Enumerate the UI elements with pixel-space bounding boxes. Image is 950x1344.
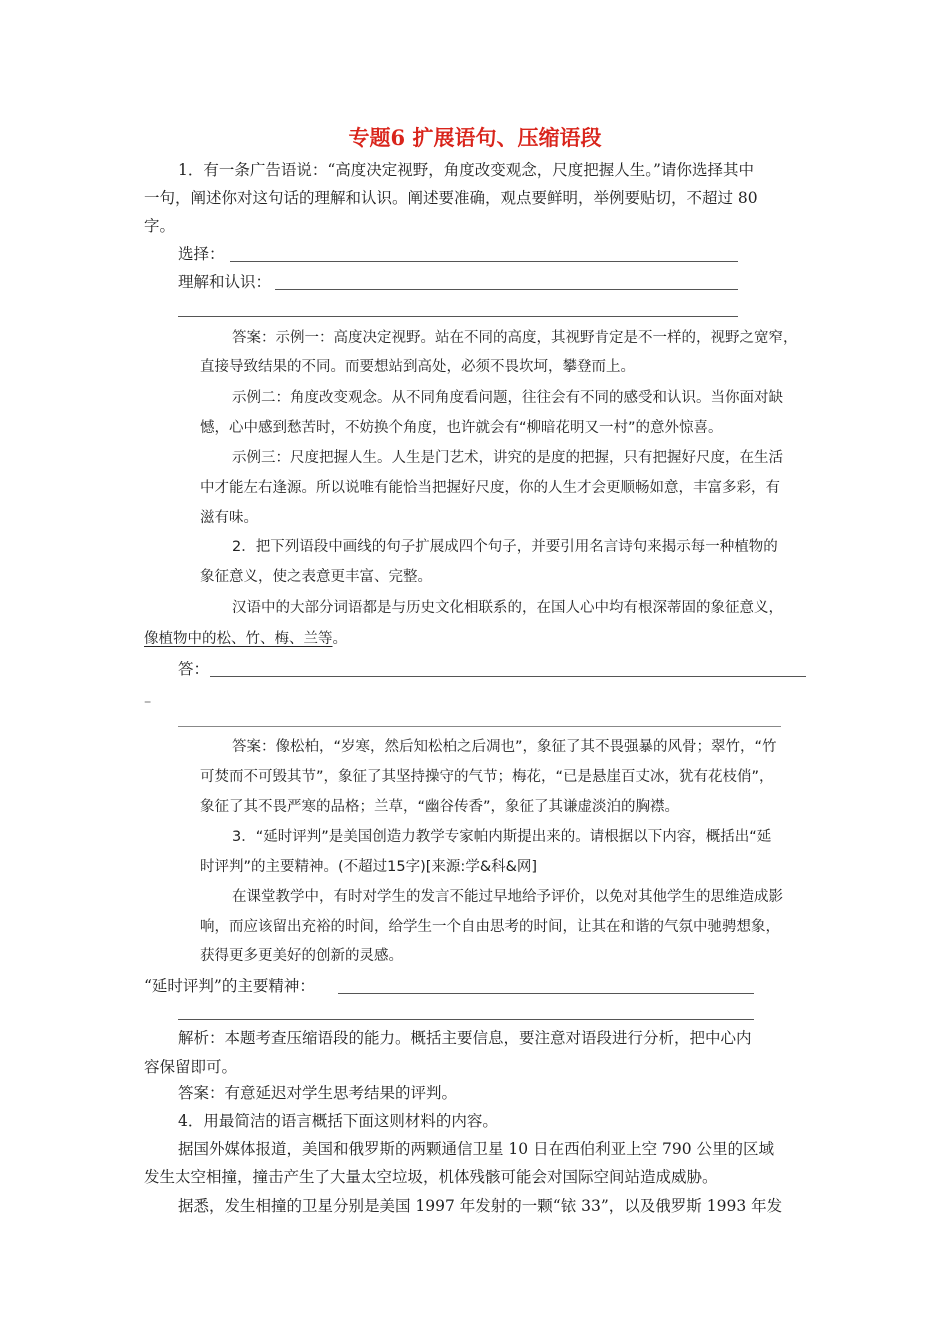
q3-line-1: 3．“延时评判”是美国创造力教学专家帕内斯提出来的。请根据以下内容，概括出“延 <box>232 829 772 845</box>
q1-answer-example-2-line-2: 憾，心中感到愁苦时，不妨换个角度，也许就会有“柳暗花明又一村”的意外惊喜。 <box>200 420 723 436</box>
q1-answer-example-2-line-1: 示例二：角度改变观念。从不同角度看问题，往往会有不同的感受和认识。当你面对缺 <box>232 390 783 406</box>
q3-answer: 答案：有意延迟对学生思考结果的评判。 <box>178 1084 458 1102</box>
q4-paragraph-1-line-1: 据国外媒体报道，美国和俄罗斯的两颗通信卫星 10 日在西伯利亚上空 790 公里的区域 <box>178 1140 775 1158</box>
q1-answer-example-1-line-1: 答案：示例一：高度决定视野。站在不同的高度，其视野肯定是不一样的，视野之宽窄， <box>232 330 798 346</box>
understand-label: 理解和认识： <box>178 273 272 291</box>
understand-answer-line-2[interactable] <box>178 316 738 317</box>
q2-paragraph-line-2 <box>144 629 347 649</box>
q2-answer-label: 答： <box>178 660 210 678</box>
q1-answer-example-1-line-2: 直接导致结果的不同。而要想站到高处，必须不畏坎坷，攀登而上。 <box>200 359 635 375</box>
q2-answer-line-1-text: 答案：像松柏，“岁寒，然后知松柏之后凋也”，象征了其不畏强暴的风骨；翠竹，“竹 <box>232 739 777 755</box>
select-label: 选择： <box>178 245 225 263</box>
q2-answer-line-2-text: 可焚而不可毁其节”，象征了其坚持操守的气节；梅花，“已是悬崖百丈冰，犹有花枝俏”， <box>200 769 774 785</box>
q4-paragraph-1-line-2: 发生太空相撞，撞击产生了大量太空垃圾，机体残骸可能会对国际空间站造成威胁。 <box>144 1168 718 1186</box>
q2-answer-line-2[interactable] <box>178 726 781 727</box>
q2-paragraph-period: 。 <box>332 631 347 647</box>
q1-answer-example-3-line-2: 中才能左右逢源。所以说唯有能恰当把握好尺度，你的人生才会更顺畅如意，丰富多彩，有 <box>200 480 780 496</box>
q4-paragraph-2-line-1: 据悉，发生相撞的卫星分别是美国 1997 年发射的一颗“铱 33”，以及俄罗斯 1993 年发 <box>178 1197 783 1215</box>
understand-answer-line[interactable] <box>275 289 738 290</box>
q1-answer-example-3-line-1: 示例三：尺度把握人生。人生是门艺术，讲究的是度的把握，只有把握好尺度，在生活 <box>232 450 783 466</box>
q2-line-2: 象征意义，使之表意更丰富、完整。 <box>200 569 432 585</box>
page-title: 专题6 扩展语句、压缩语段 <box>348 125 602 150</box>
q1-line-2: 一句，阐述你对这句话的理解和认识。阐述要准确，观点要鲜明，举例要贴切，不超过 80 <box>144 189 758 207</box>
q3-paragraph-line-2: 响，而应该留出充裕的时间，给学生一个自由思考的时间，让其在和谐的气氛中驰骋想象， <box>200 919 780 935</box>
spirit-answer-line[interactable] <box>338 993 754 994</box>
q2-line-1: 2．把下列语段中画线的句子扩展成四个句子，并要引用名言诗句来揭示每一种植物的 <box>232 539 778 555</box>
q1-line-1: 1．有一条广告语说：“高度决定视野，角度改变观念，尺度把握人生。”请你选择其中 <box>178 161 754 179</box>
q2-paragraph-line-1: 汉语中的大部分词语都是与历史文化相联系的，在国人心中均有根深蒂固的象征意义， <box>232 600 783 616</box>
q3-paragraph-line-3: 获得更多更美好的创新的灵感。 <box>200 948 403 964</box>
q3-paragraph-line-1: 在课堂教学中，有时对学生的发言不能过早地给予评价，以免对其他学生的思维造成影 <box>232 889 783 905</box>
q1-line-3: 字。 <box>144 217 176 235</box>
q3-analysis-line-1: 解析：本题考查压缩语段的能力。概括主要信息，要注意对语段进行分析，把中心内 <box>178 1029 752 1047</box>
q1-answer-example-3-line-3: 滋有味。 <box>200 510 258 526</box>
spirit-answer-line-2[interactable] <box>178 1019 754 1020</box>
spirit-label: “延时评判”的主要精神： <box>144 977 315 995</box>
q3-analysis-line-2: 容保留即可。 <box>144 1058 238 1076</box>
q3-line-2: 时评判”的主要精神。(不超过15字)[来源:学&科&网] <box>200 859 538 875</box>
q2-answer-line-3-text: 象征了其不畏严寒的品格；兰草，“幽谷传香”，象征了其谦虚淡泊的胸襟。 <box>200 799 680 815</box>
underlined-sentence: 像植物中的松、竹、梅、兰等 <box>144 631 333 647</box>
select-answer-line[interactable] <box>230 261 738 262</box>
stray-dash: – <box>144 694 152 710</box>
q2-answer-line[interactable] <box>210 676 806 677</box>
q4-line-1: 4．用最简洁的语言概括下面这则材料的内容。 <box>178 1112 498 1130</box>
